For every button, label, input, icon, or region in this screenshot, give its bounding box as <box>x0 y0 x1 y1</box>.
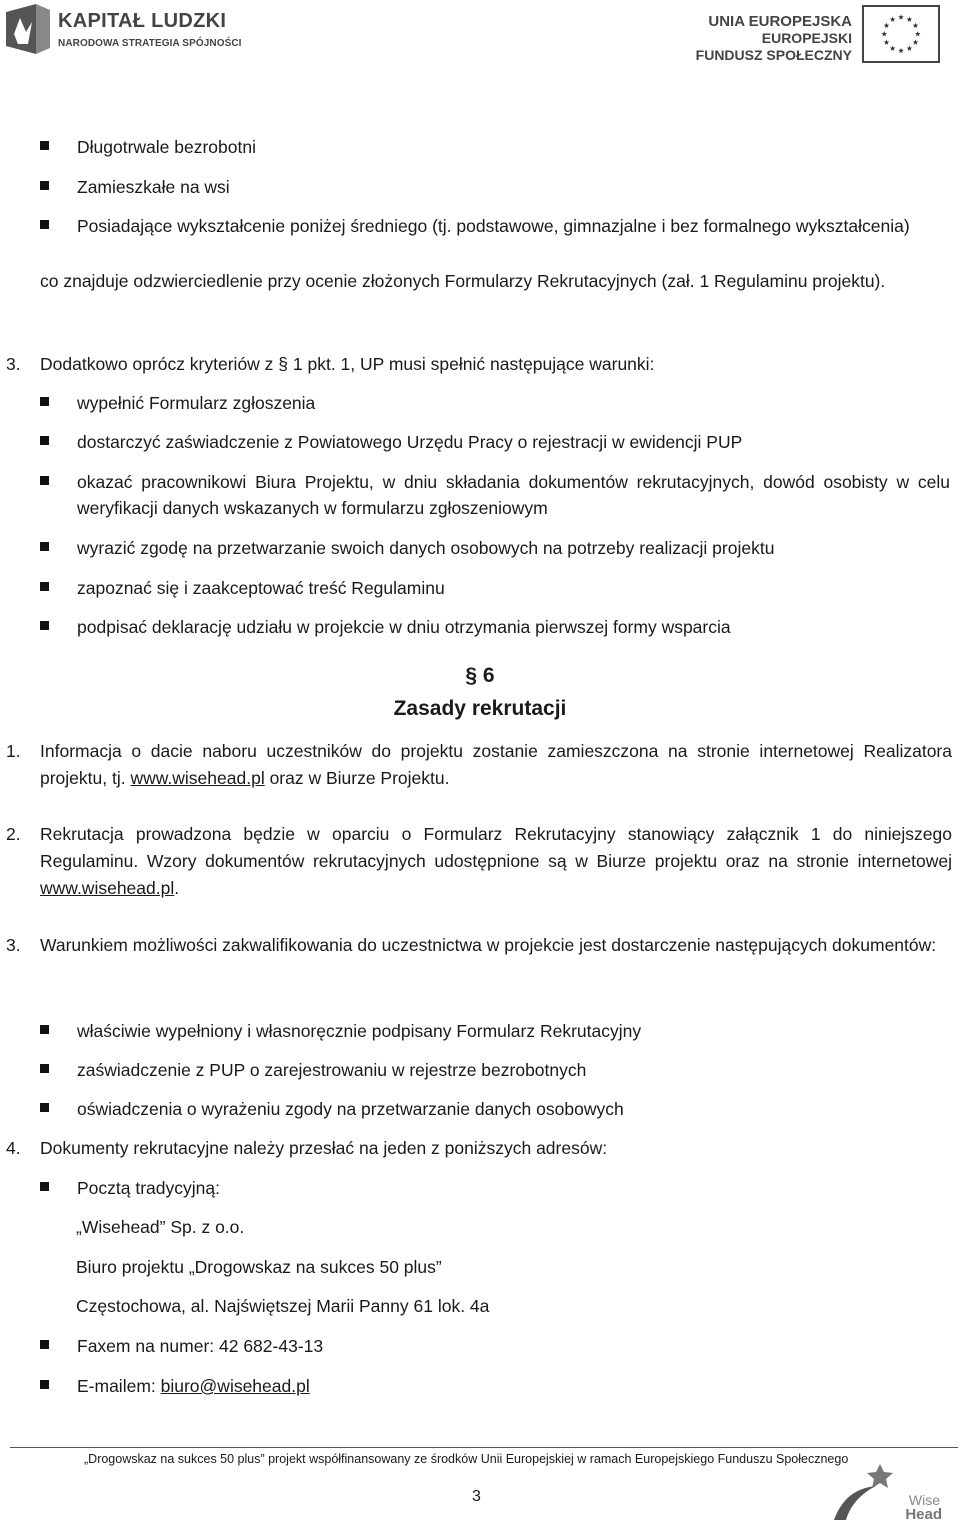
document-bullet-3: oświadczenia o wyrażeniu zgody na przetwarzanie danych osobowych <box>40 1096 950 1122</box>
rule-item-1: 1. Informacja o dacie naboru uczestników do projektu zostanie zamieszczona na stronie internetowej Realizatora projektu, tj. www.wisehead.pl oraz w Biurze Projektu. <box>6 741 952 788</box>
eu-logo-text <box>696 13 852 64</box>
condition-bullet-5: zapoznać się i zaakceptować treść Regulaminu <box>40 575 950 601</box>
bullet-square-icon <box>40 181 49 190</box>
wisehead-logo-line-1: Wise <box>908 1492 940 1508</box>
document-bullet-2: zaświadczenie z PUP o zarejestrowaniu w rejestrze bezrobotnych <box>40 1057 950 1083</box>
address-fax-bullet: Faxem na numer: 42 682-43-13 <box>40 1333 950 1359</box>
eu-line-1: UNIA EUROPEJSKA <box>708 13 852 30</box>
condition-bullet-3: okazać pracownikowi Biura Projektu, w dniu składania dokumentów rekrutacyjnych, dowód osobisty w celu weryfikacji danych wskazanych w formularzu zgłoszeniowym <box>40 469 950 521</box>
bullet-square-icon <box>40 220 49 229</box>
bullet-square-icon <box>40 1182 49 1191</box>
eu-logo <box>695 5 940 65</box>
kapital-ludzki-subtitle: NARODOWA STRATEGIA SPÓJNOŚCI <box>58 38 242 49</box>
bullet-square-icon <box>40 397 49 406</box>
section-sign: § 6 <box>465 664 495 687</box>
wisehead-logo <box>832 1462 942 1528</box>
eu-star-icon <box>915 31 921 36</box>
kapital-ludzki-logo <box>6 4 242 56</box>
bullet-square-icon <box>40 436 49 445</box>
eu-star-icon <box>907 46 913 51</box>
eu-star-icon <box>898 48 904 53</box>
page-number: 3 <box>472 1488 481 1505</box>
criteria-bullet-2: Zamieszkałe na wsi <box>40 174 950 200</box>
document-bullet-1: właściwie wypełniony i własnoręcznie podpisany Formularz Rekrutacyjny <box>40 1018 950 1044</box>
address-post-bullet: Pocztą tradycyjną: <box>40 1175 950 1201</box>
eu-star-icon <box>890 46 896 51</box>
condition-bullet-4: wyrazić zgodę na przetwarzanie swoich danych osobowych na potrzeby realizacji projektu <box>40 535 950 561</box>
rule-item-3: 3. Warunkiem możliwości zakwalifikowania do uczestnictwa w projekcie jest dostarczenie następujących dokumentów: <box>6 935 937 955</box>
email-link[interactable]: biuro@wisehead.pl <box>160 1376 310 1396</box>
bullet-square-icon <box>40 542 49 551</box>
rule-item-4: 4. Dokumenty rekrutacyjne należy przesłać na jeden z poniższych adresów: <box>6 1138 608 1158</box>
condition-bullet-2: dostarczyć zaświadczenie z Powiatowego Urzędu Pracy o rejestracji w ewidencji PUP <box>40 429 950 455</box>
eu-star-icon <box>913 23 919 28</box>
bullet-square-icon <box>40 1103 49 1112</box>
eu-flag-icon <box>862 5 940 63</box>
criteria-bullet-1: Długotrwale bezrobotni <box>40 134 950 160</box>
eu-star-icon <box>907 17 913 22</box>
wisehead-logo-line-2: Head <box>905 1506 942 1523</box>
bullet-square-icon <box>40 582 49 591</box>
address-company: „Wisehead” Sp. z o.o. <box>76 1217 245 1237</box>
eu-star-icon <box>881 31 887 36</box>
bullet-square-icon <box>40 141 49 150</box>
conditions-point: 3. Dodatkowo oprócz kryteriów z § 1 pkt. 1, UP musi spełnić następujące warunki: <box>6 354 655 374</box>
bullet-square-icon <box>40 1380 49 1389</box>
website-link[interactable]: www.wisehead.pl <box>40 878 175 898</box>
condition-bullet-1: wypełnić Formularz zgłoszenia <box>40 390 950 416</box>
address-office: Biuro projektu „Drogowskaz na sukces 50 plus” <box>76 1257 442 1277</box>
bullet-square-icon <box>40 1025 49 1034</box>
bullet-square-icon <box>40 621 49 630</box>
kapital-ludzki-logo-icon <box>6 4 50 54</box>
bullet-square-icon <box>40 1064 49 1073</box>
rule-item-2: 2. Rekrutacja prowadzona będzie w oparciu o Formularz Rekrutacyjny stanowiący załącznik 1 do niniejszego Regulaminu. Wzory dokumentów rekrutacyjnych udostępnione są w Biurze projektu oraz na stronie internetowej www.wisehead.pl. <box>6 824 952 898</box>
footer-text: „Drogowskaz na sukces 50 plus” projekt współfinansowany ze środków Unii Europejskiej w ramach Europejskiego Funduszu Społecznego <box>84 1452 849 1466</box>
address-email-bullet: E-mailem: biuro@wisehead.pl <box>40 1373 950 1399</box>
eu-star-icon <box>884 39 890 44</box>
bullet-square-icon <box>40 476 49 485</box>
eu-star-icon <box>890 17 896 22</box>
criteria-bullet-3: Posiadające wykształcenie poniżej średniego (tj. podstawowe, gimnazjalne i bez formalnego wykształcenia) <box>40 213 950 239</box>
wisehead-logo-icon <box>832 1462 902 1522</box>
footer-divider <box>10 1447 958 1448</box>
criteria-note: co znajduje odzwierciedlenie przy ocenie złożonych Formularzy Rekrutacyjnych (zał. 1 Regulaminu projektu). <box>40 271 886 291</box>
bullet-square-icon <box>40 1340 49 1349</box>
eu-star-icon <box>898 14 904 19</box>
eu-star-icon <box>913 39 919 44</box>
section-title: Zasady rekrutacji <box>393 697 567 720</box>
eu-line-2: EUROPEJSKI <box>761 30 852 46</box>
kapital-ludzki-title: KAPITAŁ LUDZKI <box>58 10 227 32</box>
address-street: Częstochowa, al. Najświętszej Marii Panny 61 lok. 4a <box>76 1296 490 1316</box>
website-link[interactable]: www.wisehead.pl <box>130 768 265 788</box>
eu-star-icon <box>884 23 890 28</box>
condition-bullet-6: podpisać deklarację udziału w projekcie w dniu otrzymania pierwszej formy wsparcia <box>40 614 950 640</box>
eu-line-3: FUNDUSZ SPOŁECZNY <box>695 47 852 63</box>
